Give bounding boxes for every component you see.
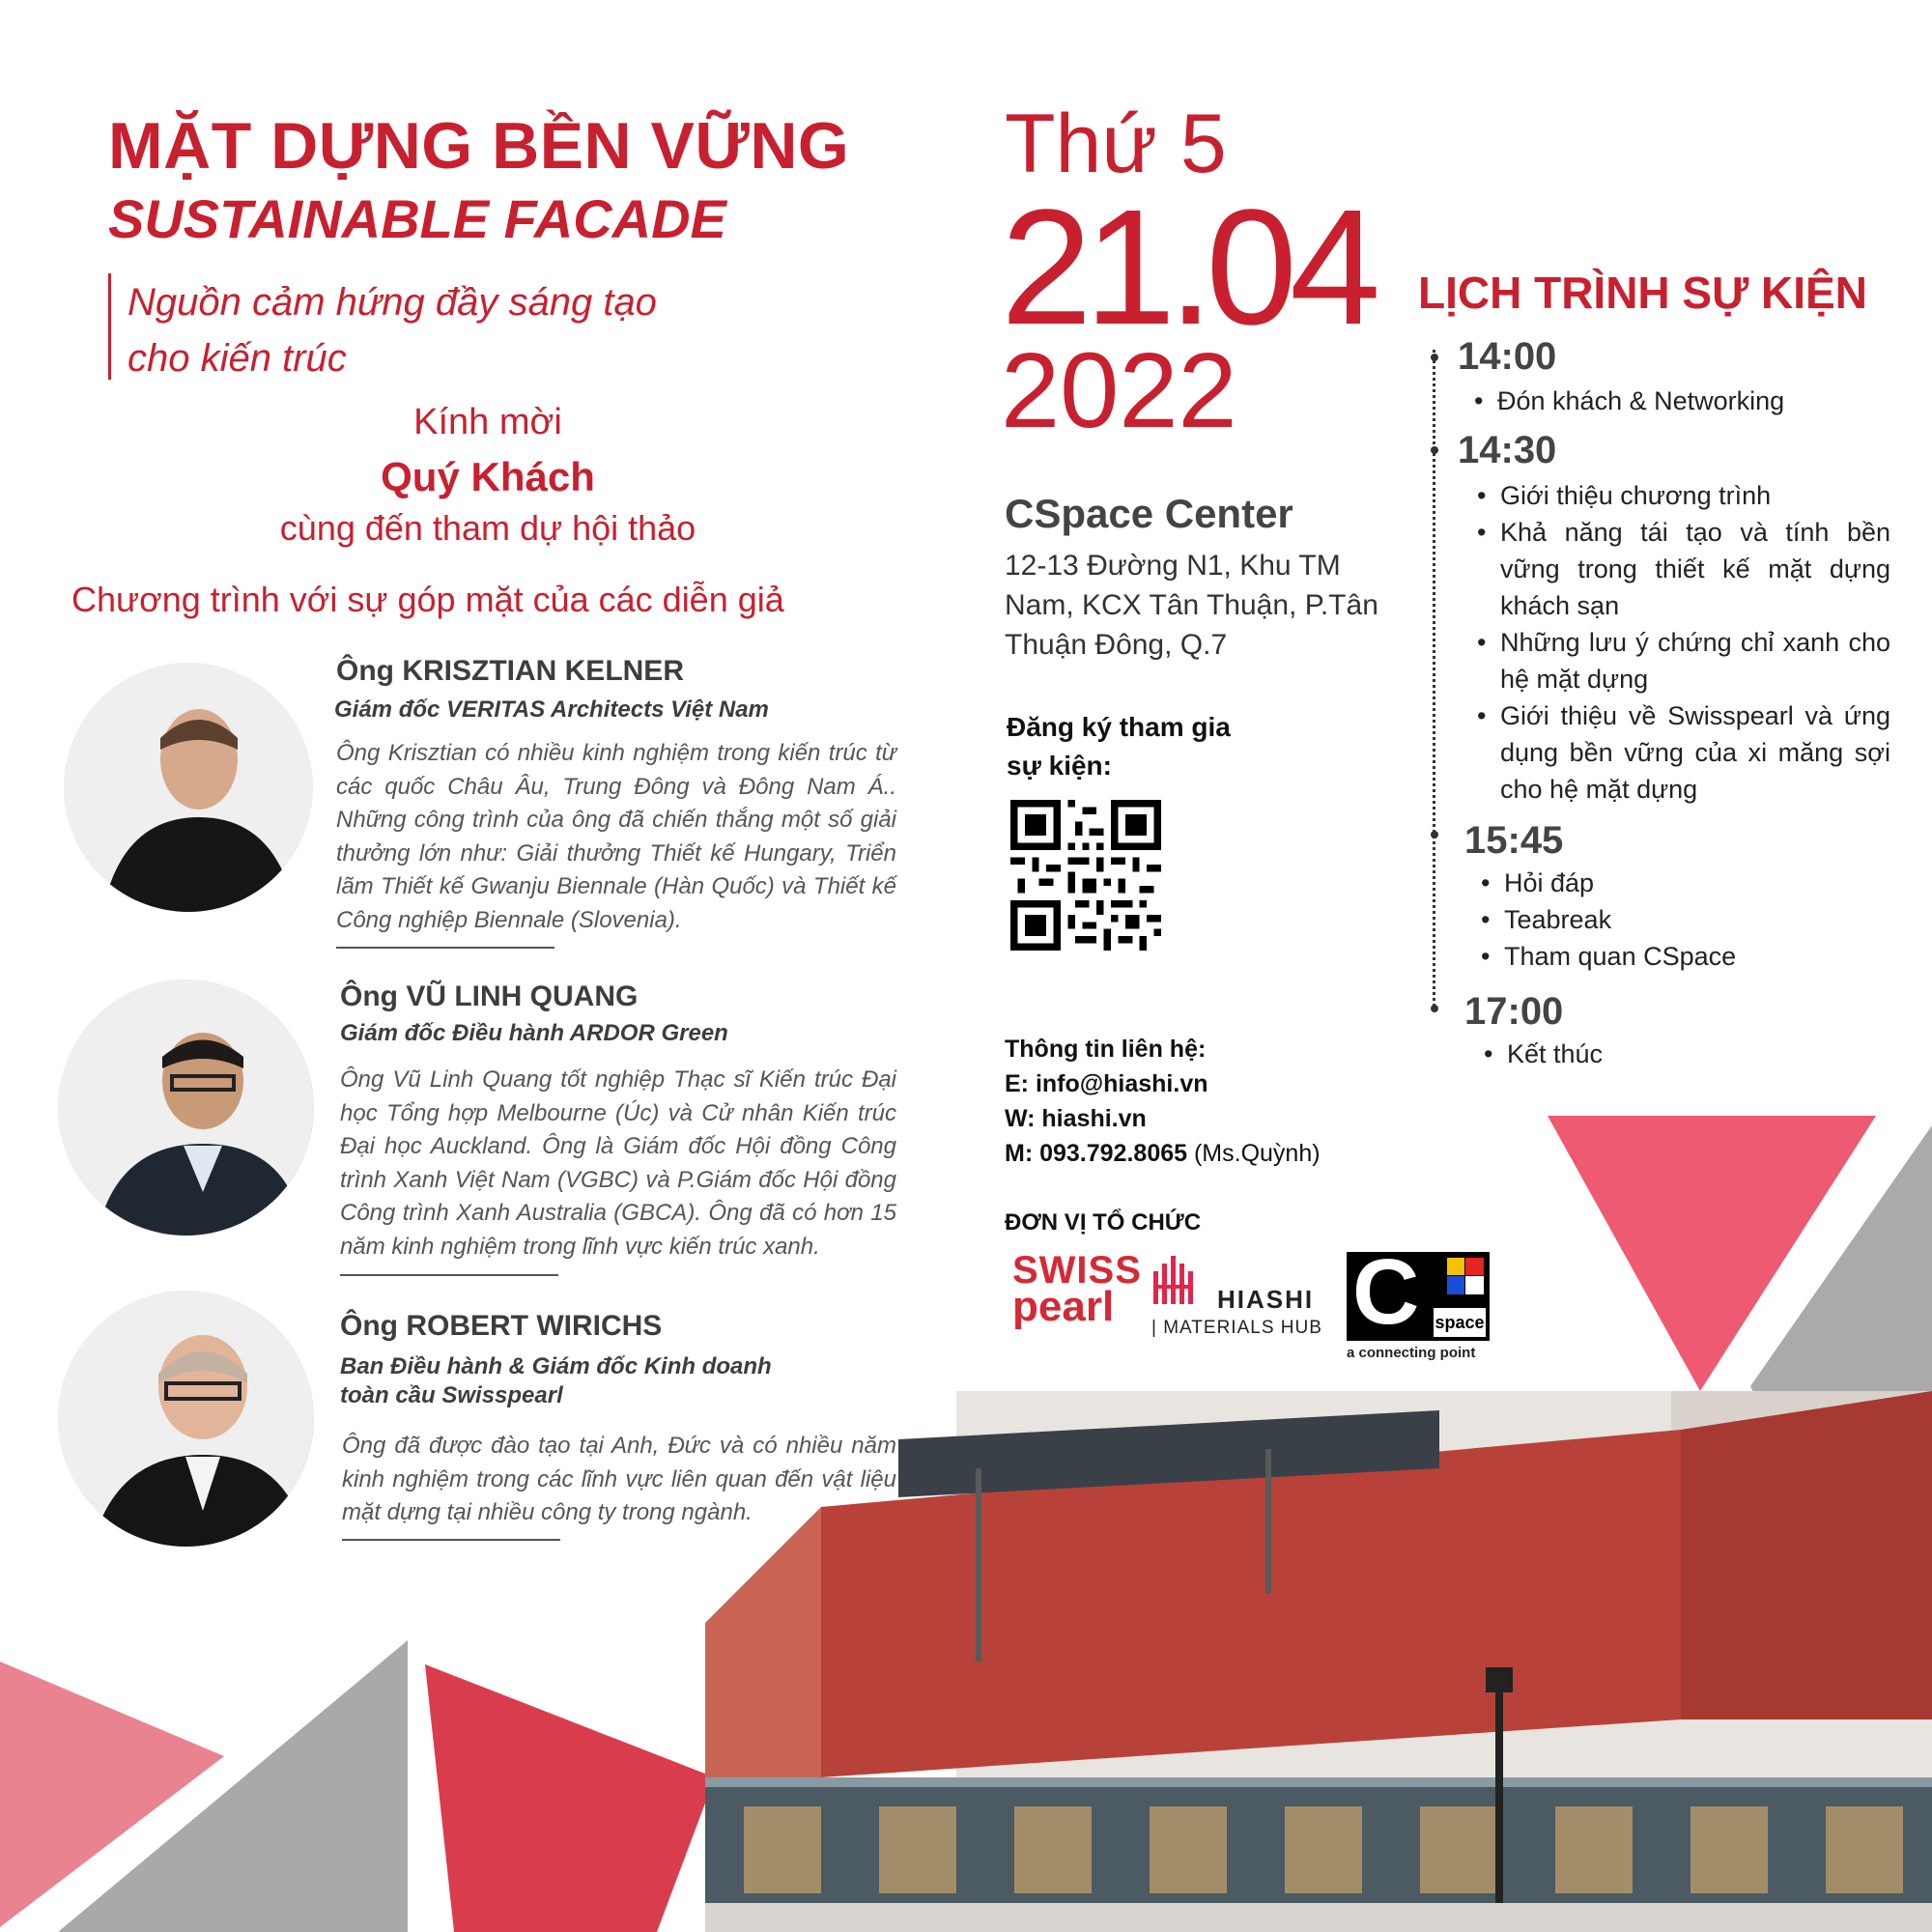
slot-2-item-3: • Những lưu ý chứng chỉ xanh cho hệ mặt dựng (1475, 624, 1890, 697)
program-line: Chương trình với sự góp mặt của các diễn giả (71, 580, 784, 619)
timeline-dot-4 (1431, 1005, 1438, 1012)
invite-line1: Kính mời (413, 402, 562, 442)
cspace-tagline: a connecting point (1347, 1345, 1476, 1361)
speaker-1-name: Ông KRISZTIAN KELNER (336, 655, 684, 687)
schedule-title: LỊCH TRÌNH SỰ KIỆN (1418, 268, 1867, 318)
cspace-logo (1347, 1240, 1490, 1361)
speaker-2-avatar (58, 980, 314, 1236)
slot-3-item-1: • Hỏi đáp (1479, 865, 1894, 901)
event-year: 2022 (1001, 331, 1237, 450)
venue-address: 12-13 Đường N1, Khu TM Nam, KCX Tân Thuận, P.Tân Thuận Đông, Q.7 (1005, 550, 1378, 661)
cspace-logo-letter: C (1352, 1240, 1420, 1344)
contact-block (1005, 1032, 1321, 1171)
contact-heading: Thông tin liên hệ: (1005, 1036, 1207, 1063)
invite-line3: cùng đến tham dự hội thảo (279, 508, 696, 548)
slot-3-item-2: • Teabreak (1479, 901, 1894, 938)
slot-2-item-2: • Khả năng tái tạo và tính bền vững trong thiết kế mặt dựng khách sạn (1475, 514, 1890, 624)
timeline-dot-2 (1431, 446, 1438, 454)
speaker-1-avatar (64, 663, 313, 912)
speaker-1-role: Giám đốc VERITAS Architects Việt Nam (334, 696, 769, 723)
venue-name: CSpace Center (1005, 491, 1293, 536)
speaker-2-divider (340, 1274, 558, 1276)
timeline-dot-1 (1431, 354, 1438, 361)
event-day: Thứ 5 (1005, 98, 1227, 190)
slot-2-item-1: • Giới thiệu chương trình (1475, 477, 1890, 514)
speaker-3-divider (342, 1539, 560, 1541)
hiashi-mark-icon (1151, 1256, 1202, 1306)
slot-3-items (1479, 865, 1894, 975)
qr-code[interactable] (1010, 800, 1161, 951)
red-triangle-left (425, 1664, 715, 1932)
timeline-dot-3 (1431, 831, 1438, 838)
slot-4-item-1: • Kết thúc (1482, 1036, 1897, 1072)
event-title-en: SUSTAINABLE FACADE (108, 188, 726, 249)
slot-2-item-4: • Giới thiệu về Swisspearl và ứng dụng bền vững của xi măng sợi cho hệ mặt dựng (1475, 697, 1890, 808)
speaker-2-role: Giám đốc Điều hành ARDOR Green (340, 1020, 728, 1046)
slot-3-item-3: • Tham quan CSpace (1479, 938, 1894, 975)
cspace-color-squares (1447, 1258, 1484, 1294)
register-line1: Đăng ký tham gia (1007, 712, 1231, 742)
slot-1-item-1: • Đón khách & Networking (1472, 383, 1888, 419)
event-date: 21.04 (1001, 176, 1374, 359)
speaker-3-bio: Ông đã được đào tạo tại Anh, Đức và có nhiều năm kinh nghiệm trong các lĩnh vực liên quan đến vật liệu mặt dựng tại nhiều công ty trong ngành. (342, 1433, 896, 1525)
speaker-2-bio: Ông Vũ Linh Quang tốt nghiệp Thạc sĩ Kiến trúc Đại học Tổng hợp Melbourne (Úc) và Cử nhân Kiến trúc Đại học Auckland. Ông là Giám đốc Hội đồng Công trình Xanh Việt Nam (VGBC) và P.Giám đốc Hội đồng Công trình Xanh Australia (GBCA). Ông đã có hơn 15 năm kinh nghiệm trong lĩnh vực kiến trúc xanh. (340, 1066, 896, 1260)
tagline-bar (108, 273, 111, 380)
speaker-3-role-line2: toàn cầu Swisspearl (340, 1382, 563, 1408)
hiashi-logo-sub: | MATERIALS HUB (1151, 1318, 1322, 1338)
hiashi-logo-name: HIASHI (1217, 1285, 1315, 1314)
speaker-2-name: Ông VŨ LINH QUANG (340, 980, 639, 1012)
slot-3-time: 15:45 (1464, 819, 1564, 862)
slot-2-time: 14:30 (1458, 429, 1557, 471)
contact-phone-note: (Ms.Quỳnh) (1187, 1140, 1321, 1167)
slot-1-items (1472, 383, 1888, 419)
slot-4-time: 17:00 (1464, 990, 1564, 1033)
speaker-3-role (340, 1352, 772, 1410)
organizers-heading: ĐƠN VỊ TỔ CHỨC (1005, 1209, 1202, 1236)
swisspearl-logo-bottom: pearl (1012, 1283, 1115, 1330)
slot-1-time: 14:00 (1458, 335, 1557, 378)
contact-email[interactable]: E: info@hiashi.vn (1005, 1070, 1208, 1097)
contact-phone[interactable]: M: 093.792.8065 (Ms.Quỳnh) (1005, 1140, 1321, 1167)
slot-4-items (1482, 1036, 1897, 1072)
swisspearl-logo (1012, 1249, 1142, 1330)
cspace-logo-word: space (1434, 1308, 1486, 1337)
invite-line2: Quý Khách (381, 454, 595, 499)
swisspearl-logo-top: SWISS (1012, 1249, 1142, 1292)
register-line2: sự kiện: (1007, 751, 1112, 781)
register-label (1007, 708, 1231, 785)
tagline (128, 274, 657, 386)
speaker-3-avatar (58, 1291, 314, 1547)
contact-web[interactable]: W: hiashi.vn (1005, 1105, 1147, 1132)
tagline-line2: cho kiến trúc (128, 337, 347, 380)
speaker-3-role-line1: Ban Điều hành & Giám đốc Kinh doanh (340, 1353, 772, 1379)
speaker-1-divider (336, 947, 554, 949)
event-title-vi: MẶT DỰNG BỀN VỮNG (108, 109, 850, 183)
speaker-3-name: Ông ROBERT WIRICHS (340, 1310, 663, 1342)
cspace-logo-box (1347, 1240, 1490, 1344)
slot-2-items (1475, 477, 1890, 808)
speaker-1-bio: Ông Krisztian có nhiều kinh nghiệm trong kiến trúc từ các quốc Châu Âu, Trung Đông và Đông Nam Á.. Những công trình của ông đã chiến thắng một số giải thưởng lớn như: Giải thưởng Thiết kế Hungary, Triển lãm Thiết kế Gwanju Biennale (Hàn Quốc) và Thiết kế Công nghiệp Biennale (Slovenia). (336, 740, 896, 933)
tagline-line1: Nguồn cảm hứng đầy sáng tạo (128, 281, 657, 324)
